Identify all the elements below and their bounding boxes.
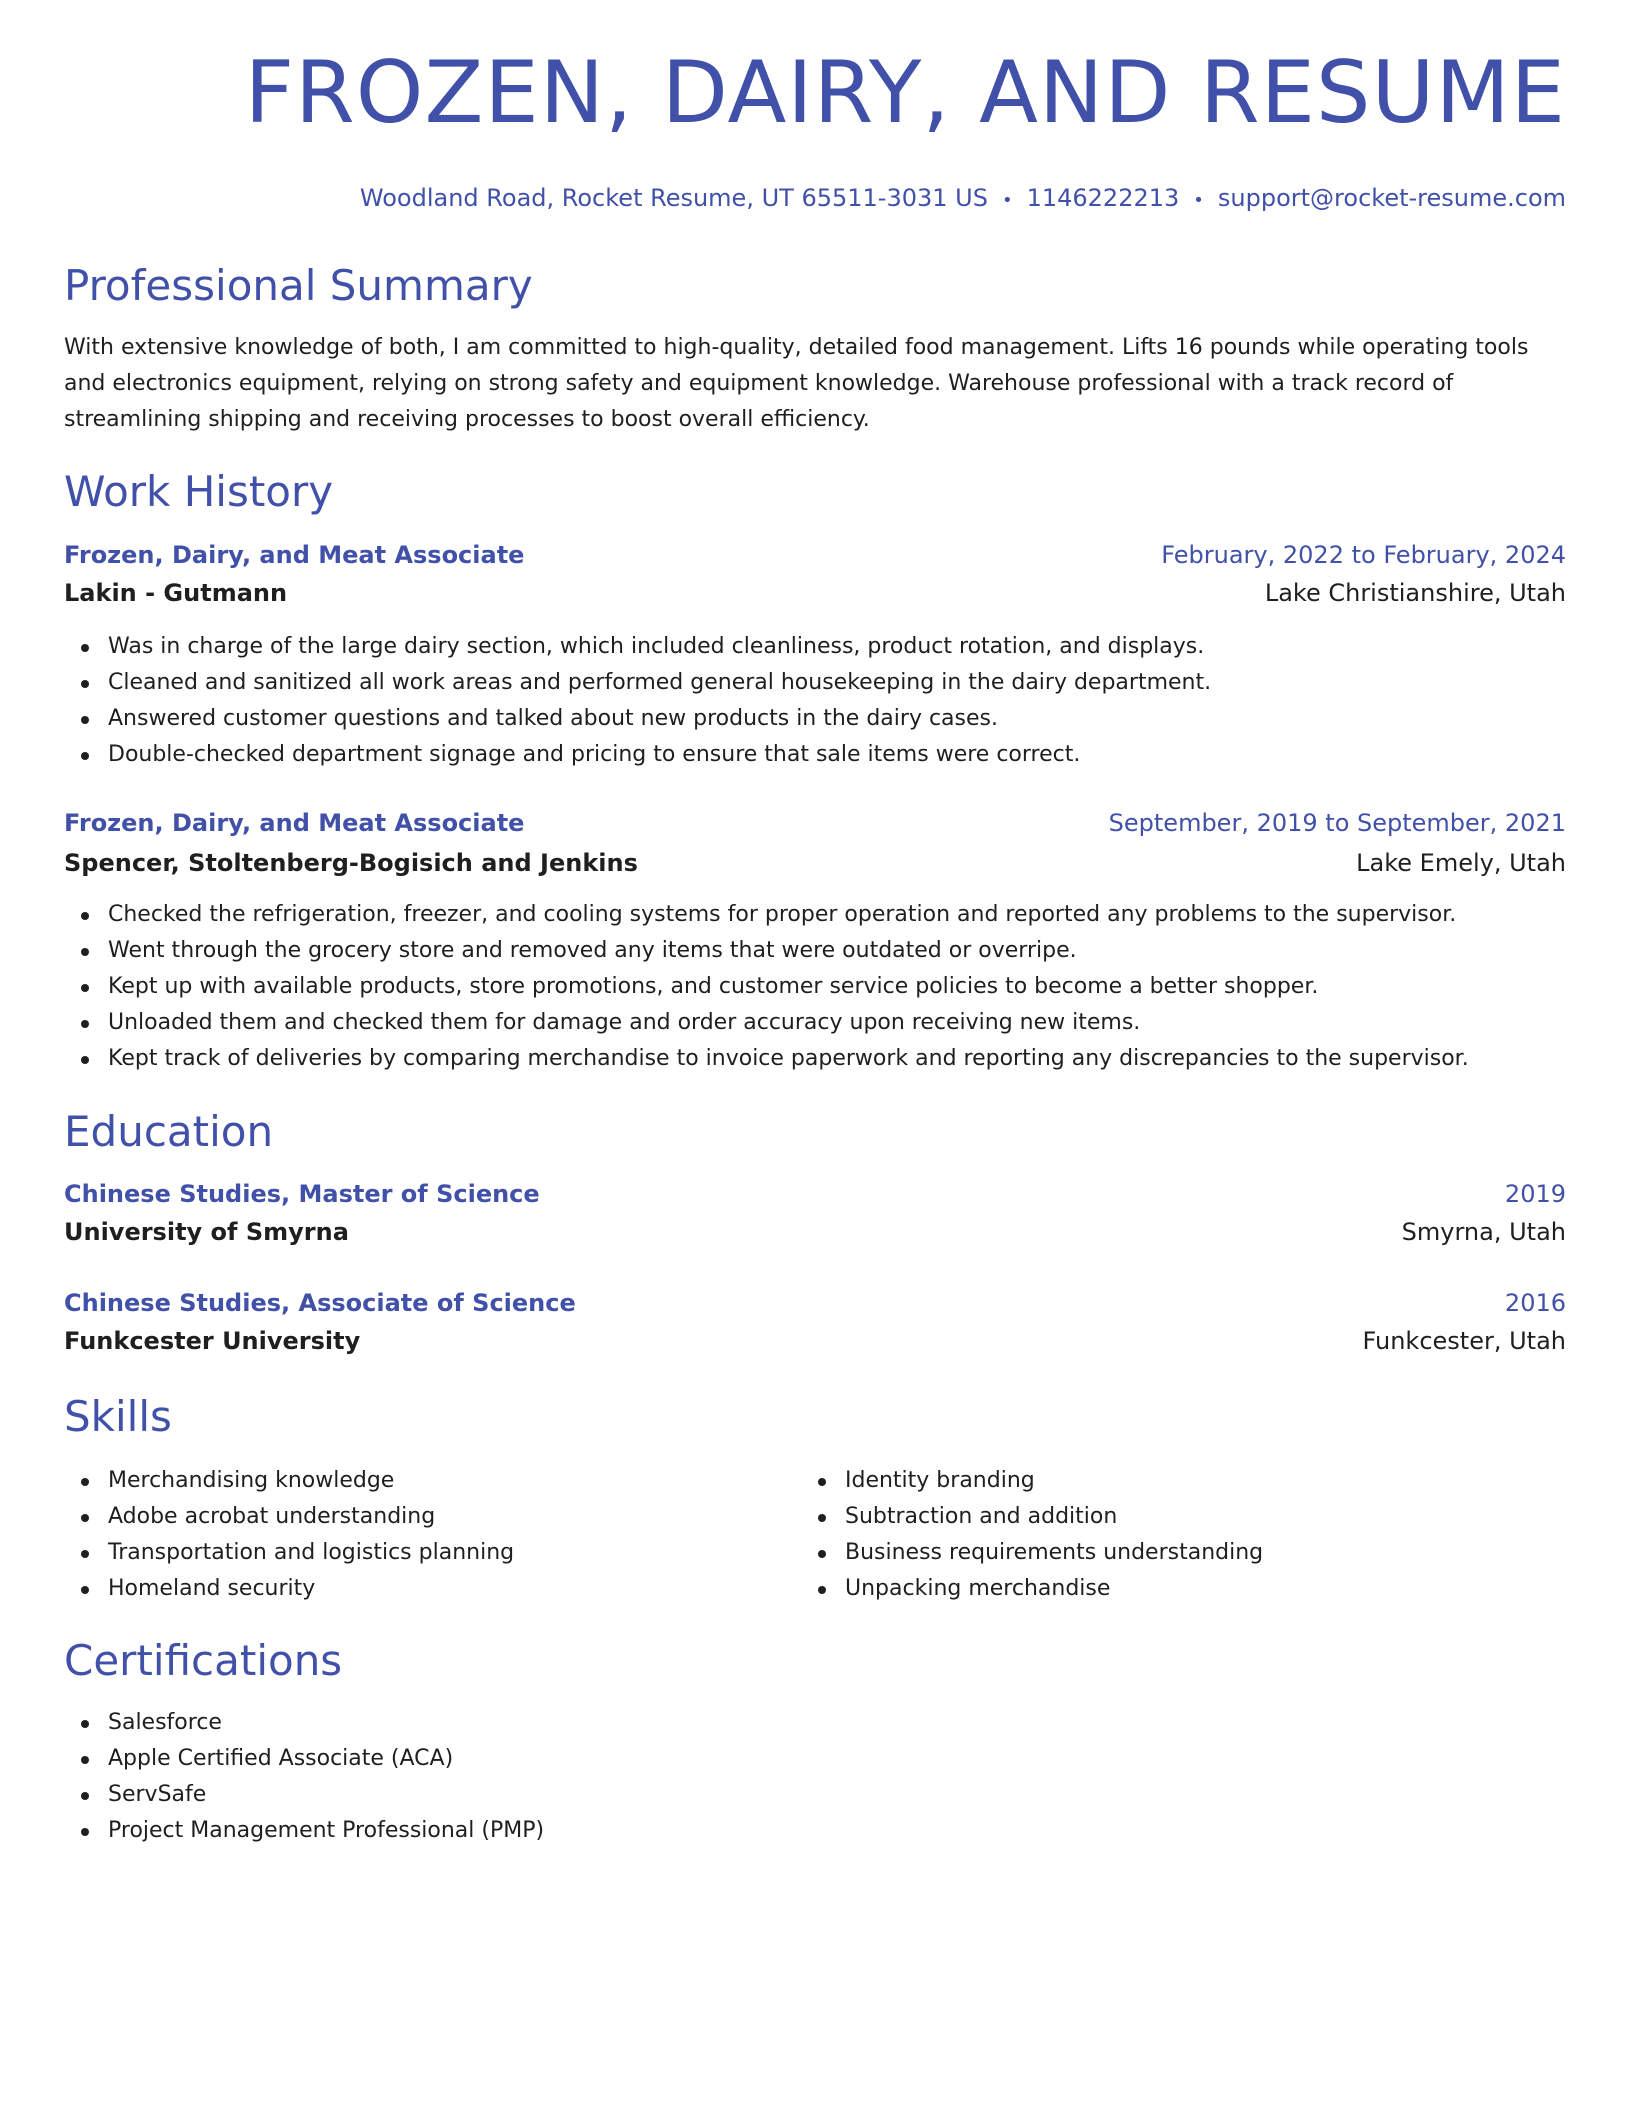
list-item: Cleaned and sanitized all work areas and performed general housekeeping in the dairy department. <box>108 665 1211 701</box>
job-dates: February, 2022 to February, 2024 <box>1161 541 1566 569</box>
job-location: Lake Emely, Utah <box>1356 849 1566 877</box>
education-subheader <box>64 1323 1566 1359</box>
job-dates: September, 2019 to September, 2021 <box>1108 809 1566 837</box>
job-company: Lakin - Gutmann <box>64 579 288 607</box>
list-item: Unloaded them and checked them for damage and order accuracy upon receiving new items. <box>108 1005 1469 1041</box>
contact-phone[interactable]: 1146222213 <box>1026 184 1180 212</box>
education-school: University of Smyrna <box>64 1218 349 1246</box>
skills-list-right <box>801 1463 1263 1607</box>
list-item: ServSafe <box>108 1777 544 1813</box>
list-item: Project Management Professional (PMP) <box>108 1813 544 1849</box>
education-header <box>64 1285 1566 1321</box>
job-subheader <box>64 575 1566 611</box>
list-item: Kept up with available products, store promotions, and customer service policies to become a better shopper. <box>108 969 1469 1005</box>
contact-address: Woodland Road, Rocket Resume, UT 65511-3031 US <box>359 184 988 212</box>
job-company: Spencer, Stoltenberg-Bogisich and Jenkins <box>64 849 638 877</box>
list-item: Answered customer questions and talked about new products in the dairy cases. <box>108 701 1211 737</box>
list-item: Business requirements understanding <box>845 1535 1263 1571</box>
education-school: Funkcester University <box>64 1327 361 1355</box>
education-location: Smyrna, Utah <box>1401 1218 1566 1246</box>
job-subheader <box>64 845 1566 881</box>
list-item: Apple Certified Associate (ACA) <box>108 1741 544 1777</box>
job-header <box>64 537 1566 573</box>
list-item: Double-checked department signage and pricing to ensure that sale items were correct. <box>108 737 1211 773</box>
list-item: Transportation and logistics planning <box>108 1535 514 1571</box>
job-location: Lake Christianshire, Utah <box>1264 579 1566 607</box>
section-title-work-history: Work History <box>64 467 334 516</box>
resume-name: FROZEN, DAIRY, AND RESUME <box>244 43 1566 143</box>
section-title-summary: Professional Summary <box>64 261 533 310</box>
section-title-skills: Skills <box>64 1392 172 1441</box>
list-item: Homeland security <box>108 1571 514 1607</box>
job-title: Frozen, Dairy, and Meat Associate <box>64 809 525 837</box>
list-item: Adobe acrobat understanding <box>108 1499 514 1535</box>
education-year: 2016 <box>1504 1289 1566 1317</box>
list-item: Went through the grocery store and removed any items that were outdated or overripe. <box>108 933 1469 969</box>
list-item: Identity branding <box>845 1463 1263 1499</box>
list-item: Kept track of deliveries by comparing merchandise to invoice paperwork and reporting any discrepancies to the supervisor. <box>108 1041 1469 1077</box>
list-item: Checked the refrigeration, freezer, and cooling systems for proper operation and reported any problems to the supervisor. <box>108 897 1469 933</box>
contact-email[interactable]: support@rocket-resume.com <box>1217 184 1566 212</box>
summary-text: With extensive knowledge of both, I am committed to high-quality, detailed food management. Lifts 16 pounds while operating tools and electronics equipment, relying on strong safety and equipment knowledge. Warehouse professional with a track record of streamlining shipping and receiving processes to boost overall efficiency. <box>64 335 1529 432</box>
list-item: Subtraction and addition <box>845 1499 1263 1535</box>
list-item: Was in charge of the large dairy section, which included cleanliness, product rotation, and displays. <box>108 629 1211 665</box>
education-location: Funkcester, Utah <box>1362 1327 1566 1355</box>
section-title-education: Education <box>64 1107 274 1156</box>
job-title: Frozen, Dairy, and Meat Associate <box>64 541 525 569</box>
education-degree: Chinese Studies, Master of Science <box>64 1180 540 1208</box>
education-degree: Chinese Studies, Associate of Science <box>64 1289 576 1317</box>
list-item: Salesforce <box>108 1705 544 1741</box>
resume-page <box>64 0 1566 2112</box>
list-item: Unpacking merchandise <box>845 1571 1263 1607</box>
education-header <box>64 1176 1566 1212</box>
skills-list-left <box>64 1463 514 1607</box>
certifications-list <box>64 1705 544 1849</box>
contact-separator: • <box>1193 190 1204 211</box>
contact-separator: • <box>1001 190 1013 211</box>
job-duties-list <box>64 629 1211 773</box>
contact-line <box>360 181 1566 218</box>
education-year: 2019 <box>1504 1180 1566 1208</box>
job-header <box>64 805 1566 841</box>
section-title-certifications: Certifications <box>64 1636 343 1685</box>
list-item: Merchandising knowledge <box>108 1463 514 1499</box>
job-duties-list <box>64 897 1469 1077</box>
education-subheader <box>64 1214 1566 1250</box>
